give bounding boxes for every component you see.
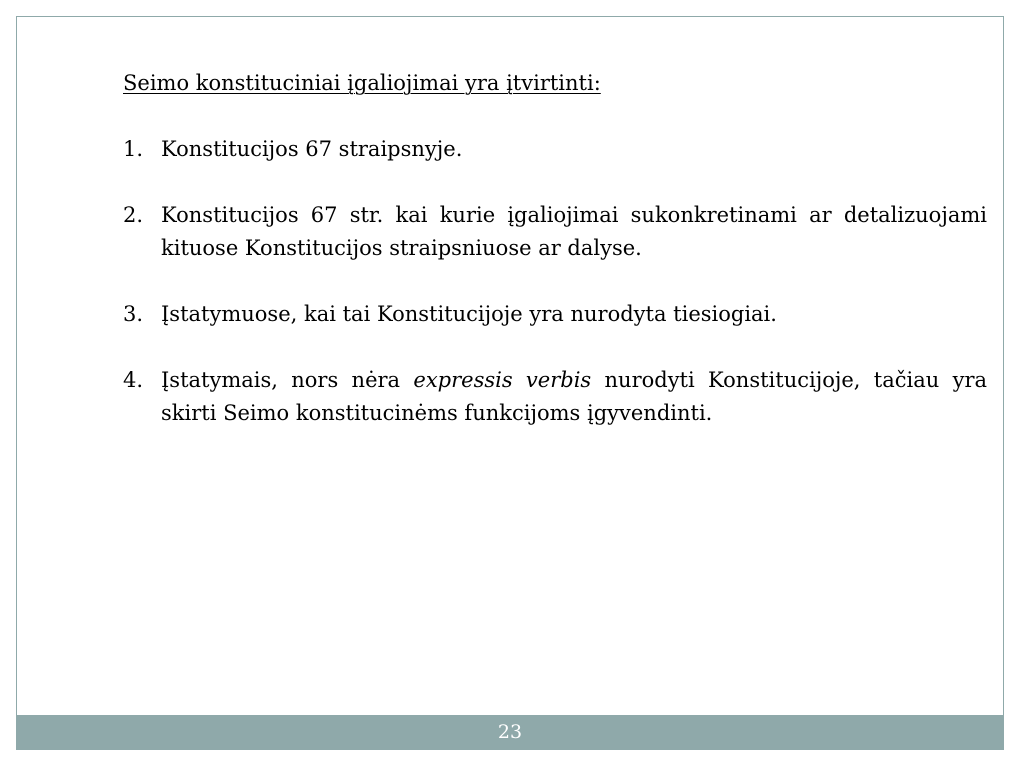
- list-item: [123, 199, 987, 265]
- slide: [16, 16, 1004, 750]
- list-item-number: 2.: [123, 203, 144, 227]
- list-item-text: Konstitucijos 67 straipsnyje.: [161, 137, 463, 161]
- list-item-text-after: nurodyti Konstitucijoje, tačiau yra skirti Seimo konstitucinėms funkcijoms įgyvendinti.: [161, 368, 987, 425]
- list-item-number: 1.: [123, 137, 144, 161]
- list-item-text: [161, 364, 987, 430]
- list-item-number: 3.: [123, 302, 144, 326]
- list-item-text: Konstitucijos 67 str. kai kurie įgaliojimai sukonkretinami ar detalizuojami kituose Konstitucijos straipsniuose ar dalyse.: [161, 203, 987, 260]
- list-item-text: Įstatymuose, kai tai Konstitucijoje yra nurodyta tiesiogiai.: [161, 302, 777, 326]
- list-item-text-italic: expressis verbis: [413, 368, 592, 392]
- slide-heading: Seimo konstituciniai įgaliojimai yra įtvirtinti:: [123, 71, 601, 95]
- list-item: [123, 364, 987, 430]
- slide-content: [123, 67, 987, 463]
- footer-bar: [17, 715, 1003, 749]
- list-item-text-before: Įstatymais, nors nėra: [161, 368, 414, 392]
- page-number: 23: [497, 721, 523, 743]
- list-item: [123, 133, 987, 166]
- list-item: [123, 298, 987, 331]
- list-item-number: 4.: [123, 368, 144, 392]
